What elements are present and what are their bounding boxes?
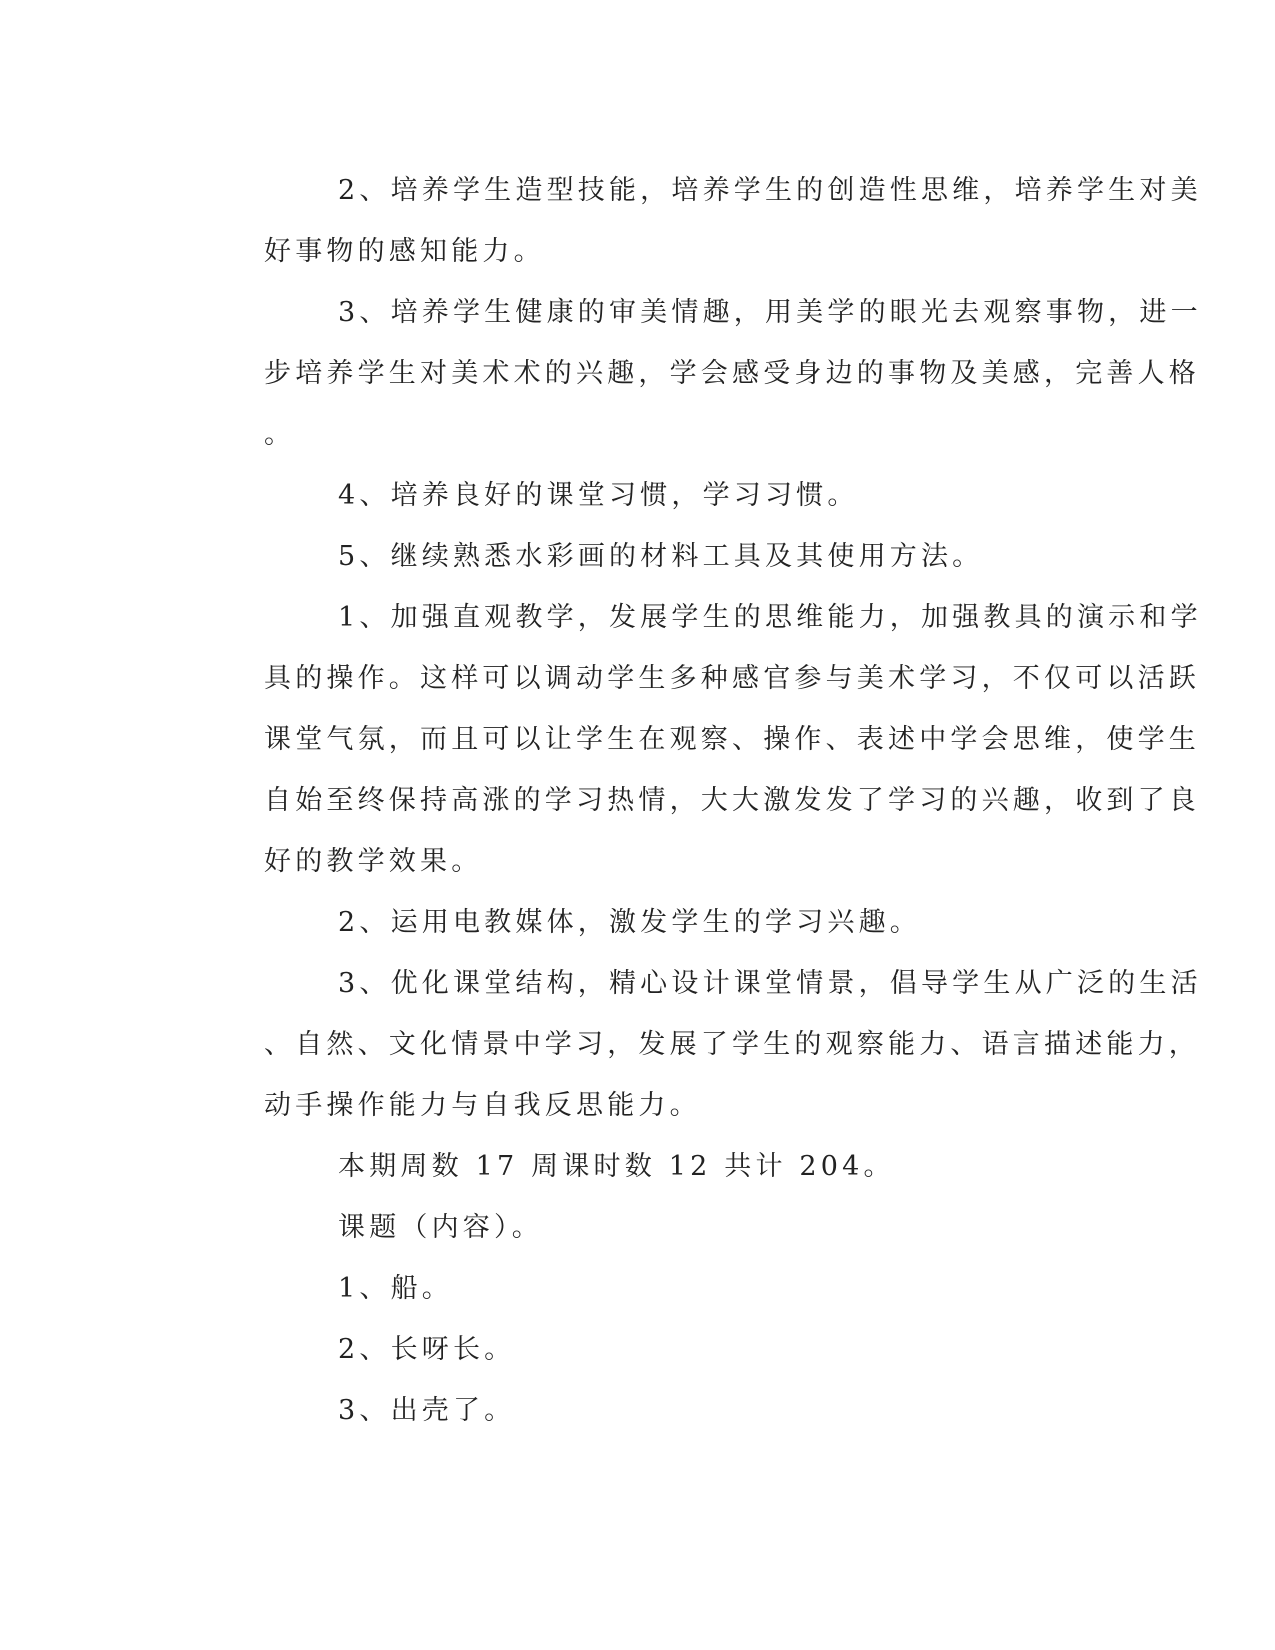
- text-line: 2、长呀长。: [338, 1334, 516, 1365]
- text-line: 3、培养学生健康的审美情趣，用美学的眼光去观察事物，进一: [338, 297, 1202, 328]
- text-line: 1、加强直观教学，发展学生的思维能力，加强教具的演示和学: [338, 602, 1202, 633]
- text-line: 步培养学生对美术术的兴趣，学会感受身边的事物及美感，完善人格: [264, 358, 1200, 389]
- paragraph-measure-1: [190, 587, 1202, 892]
- text-line: 具的操作。这样可以调动学生多种感官参与美术学习，不仅可以活跃: [264, 663, 1200, 694]
- paragraph-measure-2: [190, 892, 1060, 953]
- text-line: 2、运用电教媒体，激发学生的学习兴趣。: [338, 907, 921, 938]
- text-line: 1、船。: [338, 1273, 453, 1304]
- text-line: 课题（内容）。: [338, 1212, 543, 1243]
- text-line: 5、继续熟悉水彩画的材料工具及其使用方法。: [338, 541, 984, 572]
- document-body: [190, 160, 1202, 1441]
- text-line: 、自然、文化情景中学习，发展了学生的观察能力、语言描述能力，: [264, 1029, 1200, 1060]
- paragraph-topic-2: [190, 1319, 1060, 1380]
- paragraph-topic-1: [190, 1258, 1060, 1319]
- text-line: 好事物的感知能力。: [264, 236, 545, 267]
- text-line: 自始至终保持高涨的学习热情，大大激发发了学习的兴趣，收到了良: [264, 785, 1200, 816]
- text-line: 3、出壳了。: [338, 1395, 516, 1426]
- text-line: 好的教学效果。: [264, 846, 483, 877]
- text-line: 2、培养学生造型技能，培养学生的创造性思维，培养学生对美: [338, 175, 1202, 206]
- paragraph-schedule: [190, 1136, 1060, 1197]
- paragraph-goal-4: [190, 465, 1060, 526]
- text-line: 动手操作能力与自我反思能力。: [264, 1090, 701, 1121]
- text-line: 本期周数 17 周课时数 12 共计 204。: [338, 1151, 895, 1182]
- paragraph-topic-3: [190, 1380, 1060, 1441]
- text-line: 4、培养良好的课堂习惯，学习习惯。: [338, 480, 859, 511]
- paragraph-goal-2: [190, 160, 1202, 282]
- text-line: 课堂气氛，而且可以让学生在观察、操作、表述中学会思维，使学生: [264, 724, 1200, 755]
- paragraph-goal-3: [190, 282, 1202, 465]
- text-line: 3、优化课堂结构，精心设计课堂情景，倡导学生从广泛的生活: [338, 968, 1202, 999]
- paragraph-topic-heading: [190, 1197, 1060, 1258]
- text-line: 。: [264, 419, 296, 450]
- paragraph-goal-5: [190, 526, 1060, 587]
- paragraph-measure-3: [190, 953, 1202, 1136]
